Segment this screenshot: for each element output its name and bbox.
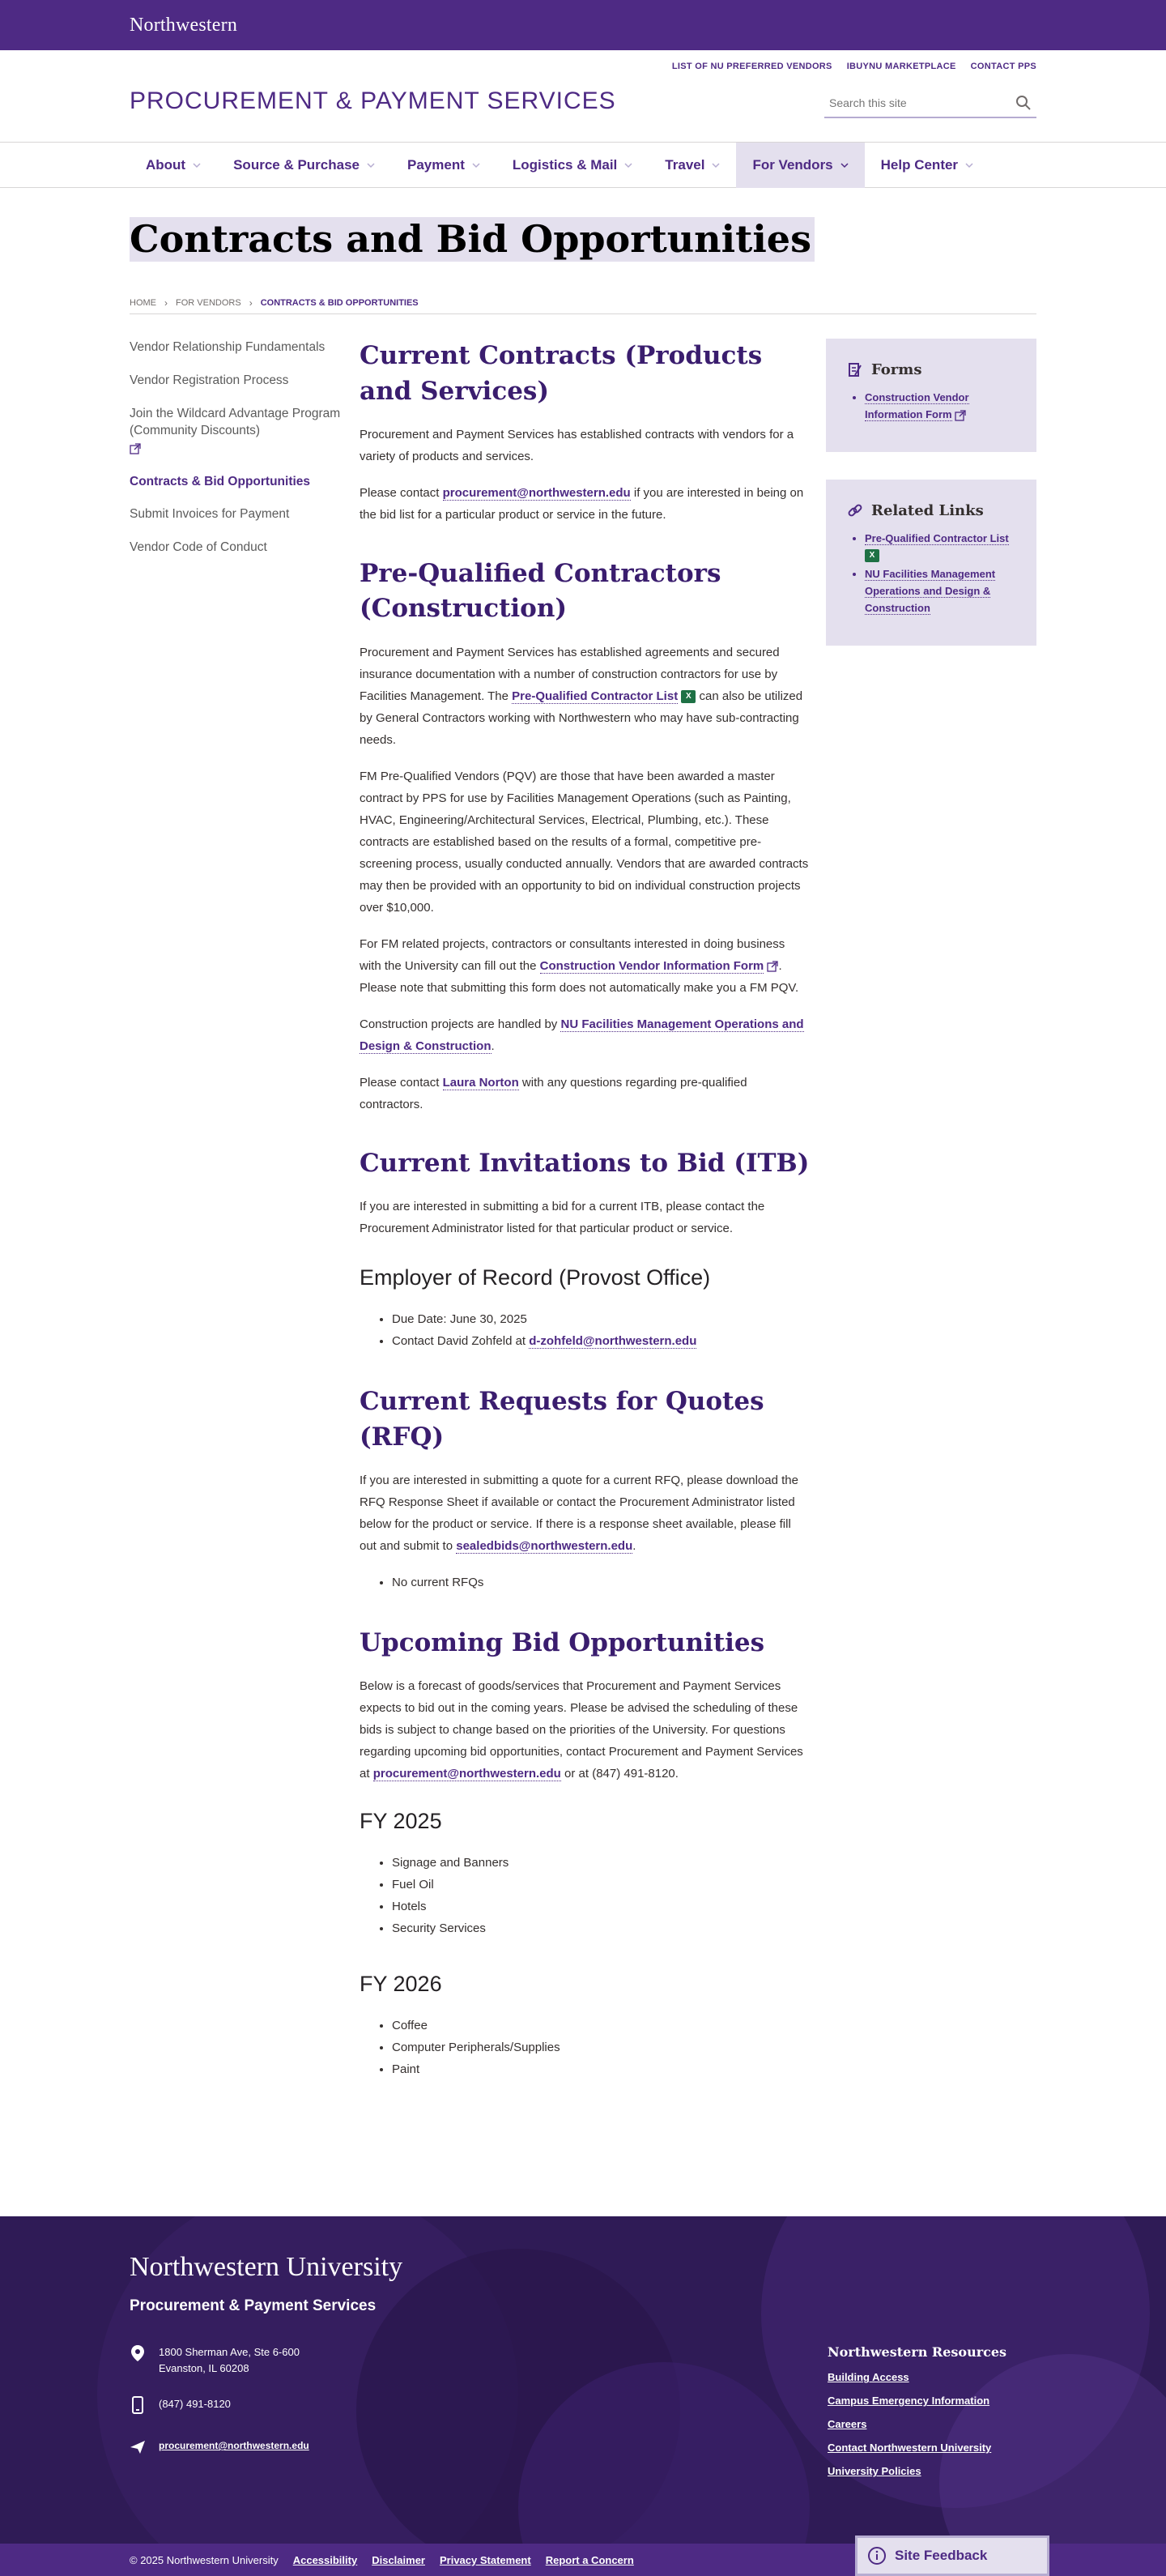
rfq-heading: Current Requests for Quotes (RFQ) (360, 1387, 764, 1452)
chevron-down-icon (193, 161, 201, 169)
site-title[interactable]: PROCUREMENT & PAYMENT SERVICES (130, 87, 616, 114)
facilities-management-link[interactable]: NU Facilities Management Operations and Design & Construction (360, 1017, 804, 1053)
forms-heading: Forms (847, 361, 1015, 378)
itb-heading: Current Invitations to Bid (ITB) (360, 1148, 810, 1178)
page-title-area (0, 188, 1166, 262)
laura-norton-link[interactable]: Laura Norton (442, 1075, 519, 1090)
breadcrumb (130, 297, 1036, 314)
forms-list (865, 390, 1015, 424)
fy2026-heading: FY 2026 (360, 1972, 442, 1997)
info-icon (867, 2546, 887, 2565)
chevron-right-icon: › (249, 297, 253, 309)
related-links-heading: Related Links (847, 502, 1015, 519)
chevron-down-icon (712, 161, 720, 169)
footer-university-name[interactable]: Northwestern University (130, 2252, 403, 2283)
main-content (360, 339, 810, 2113)
current-contracts-p2: Please contact procurement@northwestern.edu if you are interested in being on the bid list for a particular product or service in the future. (360, 485, 804, 522)
breadcrumb-home[interactable]: HOME (130, 298, 156, 309)
external-link-icon (130, 443, 141, 454)
rfq-list (392, 1572, 810, 1593)
excel-icon: X (865, 549, 879, 562)
main-area (0, 314, 1166, 2113)
prequalified-p5: Please contact Laura Norton with any questions regarding pre-qualified contractors. (360, 1075, 747, 1111)
zohfeld-email-link[interactable]: d-zohfeld@northwestern.edu (529, 1334, 697, 1349)
nav-item-source-purchase[interactable]: Source & Purchase (217, 143, 391, 188)
nav-item-logistics-mail[interactable]: Logistics & Mail (496, 143, 649, 188)
footer-link-privacy[interactable]: Privacy Statement (439, 2553, 531, 2566)
excel-icon: X (681, 690, 696, 703)
prequalified-p2: FM Pre-Qualified Vendors (PQV) are those that have been awarded a master contract by PPS for use by Facilities Management Operations (such as Painting, HVAC, Engineering/Architectural Services, Electrical, Plumbing, etc.). These contracts are established based on the results of a formal, competitive pre-screening process, usually conducted annually. Vendors that are awarded contracts may then be provided with an opportunity to bid on individual construction projects over $10,000. (360, 769, 809, 915)
external-link-icon (955, 410, 966, 421)
northwestern-resources (828, 2344, 1006, 2489)
send-icon (130, 2438, 146, 2456)
site-feedback-button[interactable]: Site Feedback (855, 2535, 1049, 2576)
chevron-down-icon (840, 161, 849, 169)
breadcrumb-current: CONTRACTS & BID OPPORTUNITIES (260, 298, 419, 309)
fy2026-list (392, 2015, 810, 2080)
top-bar (0, 0, 1166, 50)
left-nav (130, 339, 360, 2113)
location-pin-icon (130, 2344, 146, 2362)
construction-vendor-form-link[interactable]: Construction Vendor Information Form (539, 958, 764, 973)
sealedbids-email-link[interactable]: sealedbids@northwestern.edu (456, 1538, 633, 1553)
resource-link-emergency-info[interactable]: Campus Emergency Information (828, 2395, 990, 2408)
northwestern-wordmark[interactable]: Northwestern (130, 14, 238, 36)
footer-address: 1800 Sherman Ave, Ste 6-600 Evanston, IL 60208 (130, 2344, 300, 2376)
left-nav-contracts-bids[interactable]: Contracts & Bid Opportunities (130, 474, 311, 488)
util-link-ibuynu[interactable]: IBUYNU MARKETPLACE (846, 62, 956, 71)
resource-link-policies[interactable]: University Policies (828, 2465, 921, 2478)
utility-links (672, 62, 1036, 71)
chevron-right-icon: › (164, 297, 168, 309)
util-link-preferred-vendors[interactable]: LIST OF NU PREFERRED VENDORS (671, 62, 832, 71)
related-links-box (826, 480, 1036, 646)
left-nav-submit-invoices[interactable]: Submit Invoices for Payment (130, 507, 290, 522)
nav-item-payment[interactable]: Payment (391, 143, 496, 188)
current-contracts-p1: Procurement and Payment Services has established contracts with vendors for a variety of products and services. (360, 427, 794, 463)
related-link-prequalified-list[interactable]: • Pre-Qualified Contractor List X (865, 531, 1015, 565)
left-nav-vendor-registration[interactable]: Vendor Registration Process (130, 373, 289, 387)
footer-link-disclaimer[interactable]: Disclaimer (372, 2553, 425, 2566)
rfq-section (360, 1384, 810, 1593)
resources-heading: Northwestern Resources (828, 2344, 1007, 2361)
search-icon[interactable] (1015, 95, 1032, 111)
upcoming-section (360, 1626, 810, 2080)
footer-link-report-concern[interactable]: Report a Concern (545, 2553, 634, 2566)
list-item: • Contact David Zohfeld at d-zohfeld@northwestern.edu (392, 1330, 810, 1352)
left-nav-wildcard-advantage[interactable]: Join the Wildcard Advantage Program (Community Discounts) (130, 405, 360, 458)
employer-of-record-heading: Employer of Record (Provost Office) (360, 1265, 711, 1290)
page-title: Contracts and Bid Opportunities (130, 217, 815, 262)
left-nav-vendor-fundamentals[interactable]: Vendor Relationship Fundamentals (130, 340, 326, 355)
copyright: © 2025 Northwestern University (130, 2553, 279, 2566)
prequalified-p4: Construction projects are handled by NU Facilities Management Operations and Design & Construction. (360, 1017, 804, 1053)
external-link-icon (767, 961, 778, 972)
forms-box (826, 339, 1036, 452)
prequalified-p1: Procurement and Payment Services has established agreements and secured insurance documentation with a number of construction contractors for use by Facilities Management. The Pre-Qualified Contractor List X can also be utilized by General Contractors working with Northwestern who may have sub-contracting needs. (360, 645, 803, 747)
list-item: • Coffee (392, 2015, 810, 2036)
main-nav (0, 143, 1166, 188)
itb-list (392, 1308, 810, 1352)
fy2025-heading: FY 2025 (360, 1809, 442, 1834)
list-item: • Computer Peripherals/Supplies (392, 2036, 810, 2058)
upcoming-heading: Upcoming Bid Opportunities (360, 1627, 765, 1657)
fy2025-list (392, 1852, 810, 1939)
list-item: • No current RFQs (392, 1572, 810, 1593)
footer-email: procurement@northwestern.edu (130, 2438, 309, 2456)
chevron-down-icon (472, 161, 480, 169)
left-nav-code-of-conduct[interactable]: Vendor Code of Conduct (130, 540, 267, 554)
phone-icon (130, 2396, 146, 2414)
current-contracts-heading: Current Contracts (Products and Services) (360, 341, 763, 406)
footer-link-accessibility[interactable]: Accessibility (292, 2553, 358, 2566)
chevron-down-icon (367, 161, 375, 169)
footer-phone: (847) 491-8120 (130, 2396, 231, 2414)
list-item: • Signage and Banners (392, 1852, 810, 1874)
procurement-email-link[interactable]: procurement@northwestern.edu (372, 1767, 561, 1781)
chevron-down-icon (965, 161, 973, 169)
list-item: • Fuel Oil (392, 1874, 810, 1896)
resource-link-careers[interactable]: Careers (828, 2418, 867, 2431)
rfq-p1: If you are interested in submitting a quote for a current RFQ, please download the RFQ Response Sheet if available or contact the Procurement Administrator listed below for the product or service. If there is a response sheet available, please fill out and submit to sealedbids@northwestern.edu. (360, 1473, 798, 1553)
nav-item-help-center[interactable]: Help Center (865, 143, 989, 188)
site-footer (0, 2216, 1166, 2576)
right-sidebar (826, 339, 1036, 2113)
chevron-down-icon (624, 161, 632, 169)
list-item: • Hotels (392, 1896, 810, 1917)
form-icon (847, 362, 863, 378)
itb-section (360, 1146, 810, 1352)
upcoming-p1: Below is a forecast of goods/services that Procurement and Payment Services expects to bid out in the coming years. Please be advised the scheduling of these bids is subject to change based on the priorities of the University. For questions regarding upcoming bid opportunities, contact Procurement and Payment Services at procurement@northwestern.edu or at (847) 491-8120. (360, 1679, 803, 1781)
nav-item-travel[interactable]: Travel (649, 143, 736, 188)
nav-item-for-vendors[interactable]: For Vendors (736, 143, 864, 188)
search-input[interactable] (829, 96, 991, 109)
footer-department: Procurement & Payment Services (130, 2297, 377, 2315)
forms-link-construction-vendor[interactable]: • Construction Vendor Information Form (865, 390, 1015, 424)
search-box (824, 89, 1036, 118)
nav-item-about[interactable]: About (130, 143, 217, 188)
related-link-facilities[interactable]: • NU Facilities Management Operations and Design & Construction (865, 566, 1015, 616)
prequalified-section (360, 557, 810, 1115)
prequalified-p3: For FM related projects, contractors or consultants interested in doing business with the University can fill out the Construction Vendor Information Form . Please note that submitting this form does not automatically make you a FM PQV. (360, 936, 799, 995)
resource-link-building-access[interactable]: Building Access (828, 2371, 909, 2384)
resource-link-contact-nu[interactable]: Contact Northwestern University (828, 2442, 992, 2454)
prequalified-list-link[interactable]: Pre-Qualified Contractor List (512, 689, 679, 703)
util-link-contact-pps[interactable]: CONTACT PPS (970, 62, 1036, 71)
site-header (0, 50, 1166, 143)
list-item: • Paint (392, 2058, 810, 2080)
link-icon (847, 502, 863, 518)
current-contracts-section (360, 339, 810, 526)
itb-p1: If you are interested in submitting a bid for a current ITB, please contact the Procurement Administrator listed for that particular product or service. (360, 1200, 765, 1236)
breadcrumb-for-vendors[interactable]: FOR VENDORS (176, 298, 241, 309)
prequalified-heading: Pre-Qualified Contractors (Construction) (360, 558, 721, 624)
list-item: • Security Services (392, 1917, 810, 1939)
procurement-email-link[interactable]: procurement@northwestern.edu (442, 485, 631, 500)
related-links-list (865, 531, 1015, 617)
list-item: • Due Date: June 30, 2025 (392, 1308, 810, 1330)
